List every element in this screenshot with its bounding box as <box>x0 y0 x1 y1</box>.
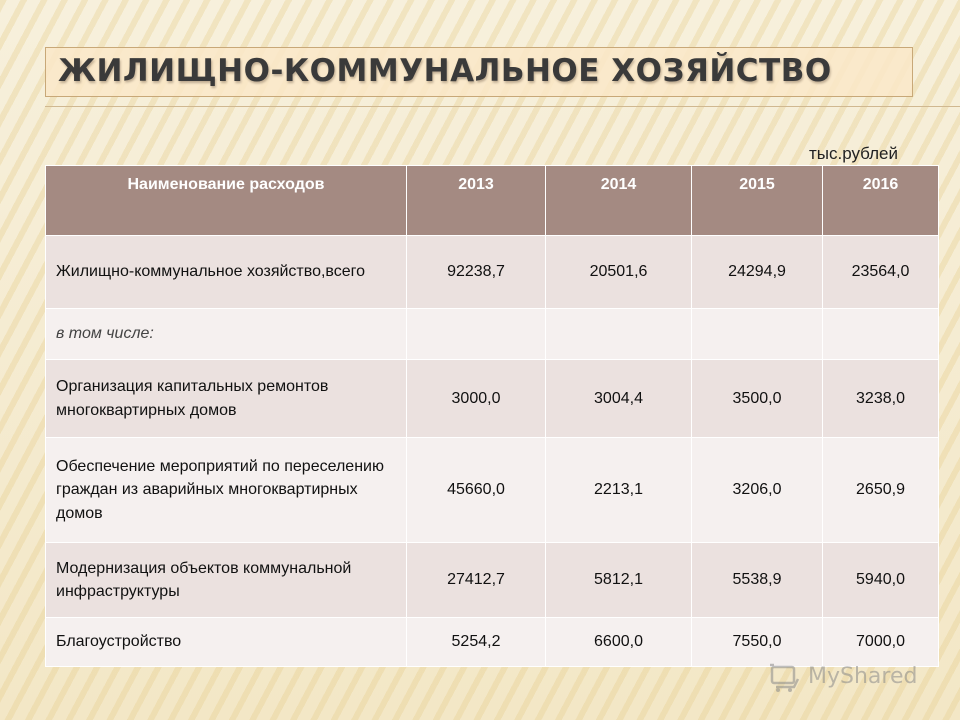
table-row <box>46 438 939 543</box>
cell-value: 2213,1 <box>546 438 692 543</box>
cell-value: 3238,0 <box>823 360 939 438</box>
cell-value: 6600,0 <box>546 618 692 667</box>
cell-value <box>692 309 823 360</box>
header-2013: 2013 <box>407 166 546 236</box>
header-2014: 2014 <box>546 166 692 236</box>
cell-value: 3206,0 <box>692 438 823 543</box>
cell-value: 7000,0 <box>823 618 939 667</box>
table-header-row <box>46 166 939 236</box>
cell-value: 5940,0 <box>823 543 939 618</box>
cell-value: 23564,0 <box>823 236 939 309</box>
cell-value: 5812,1 <box>546 543 692 618</box>
row-name: Модернизация объектов коммунальной инфраструктуры <box>46 543 407 618</box>
row-name: Организация капитальных ремонтов многоквартирных домов <box>46 360 407 438</box>
table-row <box>46 309 939 360</box>
cell-value: 2650,9 <box>823 438 939 543</box>
cell-value: 20501,6 <box>546 236 692 309</box>
title-box <box>45 47 913 97</box>
cell-value <box>823 309 939 360</box>
header-2015: 2015 <box>692 166 823 236</box>
header-2016: 2016 <box>823 166 939 236</box>
table-row <box>46 360 939 438</box>
unit-label: тыс.рублей <box>808 144 898 163</box>
cell-value: 3500,0 <box>692 360 823 438</box>
cell-value: 5254,2 <box>407 618 546 667</box>
page-title: ЖИЛИЩНО-КОММУНАЛЬНОЕ ХОЗЯЙСТВО <box>58 53 832 89</box>
row-name: Обеспечение мероприятий по переселению граждан из аварийных многоквартирных домов <box>46 438 407 543</box>
cell-value: 3004,4 <box>546 360 692 438</box>
row-name: в том числе: <box>46 309 407 360</box>
expenses-table <box>45 165 939 667</box>
cell-value: 45660,0 <box>407 438 546 543</box>
cell-value: 24294,9 <box>692 236 823 309</box>
watermark-text: MyShared <box>808 663 918 689</box>
myshared-logo-icon <box>768 659 802 693</box>
cell-value: 5538,9 <box>692 543 823 618</box>
cell-value: 3000,0 <box>407 360 546 438</box>
cell-value <box>546 309 692 360</box>
row-name: Благоустройство <box>46 618 407 667</box>
cell-value: 27412,7 <box>407 543 546 618</box>
row-name: Жилищно-коммунальное хозяйство,всего <box>46 236 407 309</box>
watermark <box>768 656 917 696</box>
cell-value <box>407 309 546 360</box>
table-row <box>46 236 939 309</box>
title-divider <box>45 106 960 107</box>
header-name: Наименование расходов <box>46 166 407 236</box>
table-row <box>46 543 939 618</box>
cell-value: 92238,7 <box>407 236 546 309</box>
cell-value: 7550,0 <box>692 618 823 667</box>
